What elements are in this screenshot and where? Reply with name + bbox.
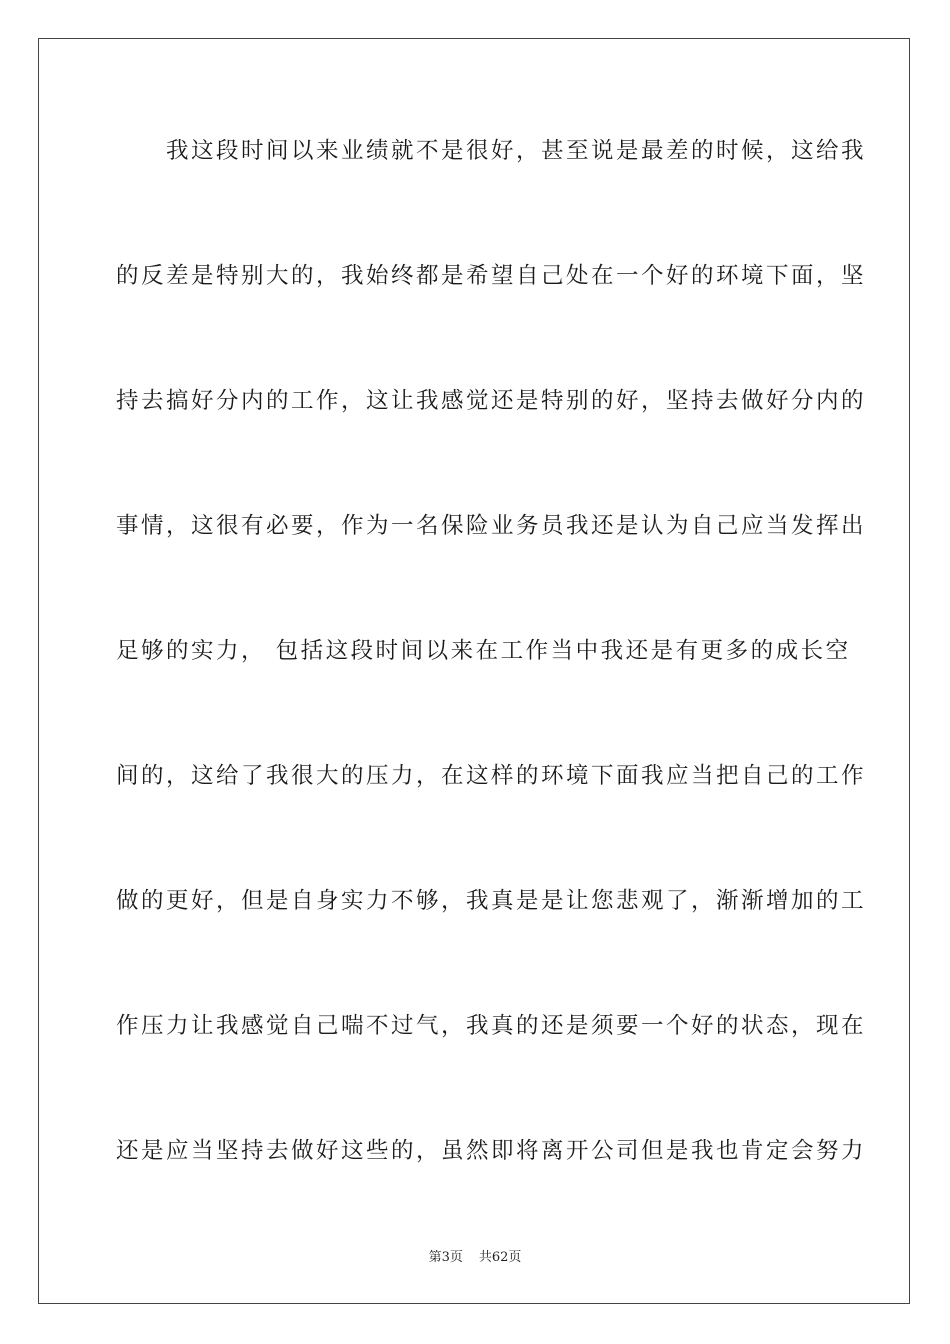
body-line: 足够的实力， 包括这段时间以来在工作当中我还是有更多的成长空 bbox=[116, 638, 851, 664]
body-line: 还是应当坚持去做好这些的，虽然即将离开公司但是我也肯定会努力 bbox=[116, 1138, 867, 1164]
total-pages: 共62页 bbox=[478, 1250, 522, 1265]
page-footer bbox=[0, 1246, 950, 1265]
body-line: 事情，这很有必要，作为一名保险业务员我还是认为自己应当发挥出 bbox=[116, 513, 867, 539]
page-number: 第3页 bbox=[428, 1250, 463, 1265]
document-body bbox=[116, 128, 867, 1253]
body-line: 我这段时间以来业绩就不是很好，甚至说是最差的时候，这给我 bbox=[116, 138, 867, 164]
body-line: 的反差是特别大的，我始终都是希望自己处在一个好的环境下面，坚 bbox=[116, 263, 867, 289]
body-line: 做的更好，但是自身实力不够，我真是是让您悲观了，渐渐增加的工 bbox=[116, 888, 867, 914]
body-line: 持去搞好分内的工作，这让我感觉还是特别的好，坚持去做好分内的 bbox=[116, 388, 867, 414]
body-line: 作压力让我感觉自己喘不过气，我真的还是须要一个好的状态，现在 bbox=[116, 1013, 867, 1039]
body-line: 间的，这给了我很大的压力，在这样的环境下面我应当把自己的工作 bbox=[116, 763, 867, 789]
